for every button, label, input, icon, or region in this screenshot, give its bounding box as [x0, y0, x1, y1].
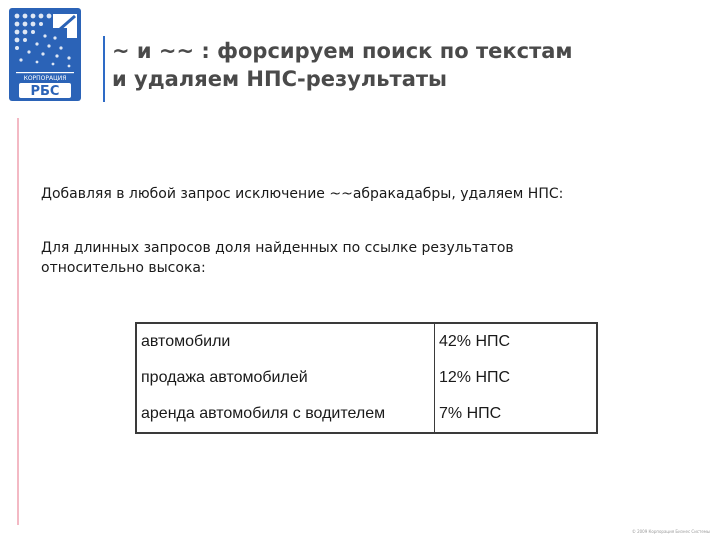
query-cell: аренда автомобиля с водителем	[136, 396, 435, 433]
nps-share-table	[135, 322, 598, 434]
title-accent-line	[103, 36, 105, 102]
logo-dots-graphic	[9, 8, 81, 101]
left-decorative-rule	[17, 118, 19, 525]
share-cell: 42% НПС	[439, 333, 511, 350]
table-row	[136, 396, 597, 433]
paragraph-long-queries-line2: относительно высока:	[41, 260, 206, 276]
logo-line2: РБС	[30, 84, 60, 99]
paragraph-long-queries	[41, 238, 601, 278]
share-cell: 7% НПС	[439, 405, 502, 422]
query-cell: автомобили	[136, 323, 435, 360]
table-row	[136, 323, 597, 360]
company-logo	[9, 8, 81, 101]
slide-title	[112, 37, 692, 93]
slide-title-line2: и удаляем НПС-результаты	[112, 67, 448, 91]
paragraph-exclusion: Добавляя в любой запрос исключение ~~абракадабры, удаляем НПС:	[41, 186, 564, 202]
footer-copyright: © 2009 Корпорация Бизнес Системы	[631, 529, 710, 534]
share-cell: 12% НПС	[439, 369, 511, 386]
table-row	[136, 360, 597, 396]
query-cell: продажа автомобилей	[136, 360, 435, 396]
slide-title-line1: ~ и ~~ : форсируем поиск по текстам	[112, 39, 573, 63]
logo-line1: КОРПОРАЦИЯ	[23, 75, 67, 82]
paragraph-long-queries-line1: Для длинных запросов доля найденных по ссылке результатов	[41, 240, 514, 256]
